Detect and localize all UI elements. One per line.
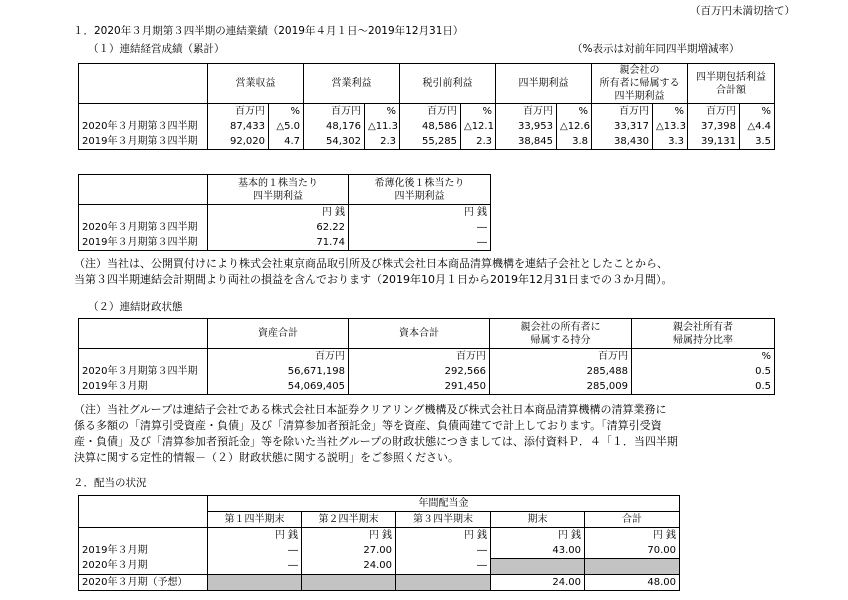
financial-unit-blank [79, 349, 208, 365]
unit-cell: 円 銭 [349, 205, 491, 221]
header-owners-equity: 親会社の所有者に 帰属する持分 [490, 319, 632, 349]
value-cell: 55,285 [400, 134, 461, 150]
row-label: 2019年３月期第３四半期 [79, 134, 208, 150]
sub1-title: （１）連結経営成績（累計） [88, 43, 225, 55]
section2-title: ２．配当の状況 [73, 477, 147, 489]
value-cell: ― [396, 543, 491, 559]
value-cell: 27.00 [302, 543, 396, 559]
unit-cell: 円 銭 [208, 528, 302, 544]
value-cell: ― [208, 559, 302, 575]
value-cell: 48,176 [304, 119, 365, 134]
value-cell: 2.3 [461, 134, 496, 150]
unit-cell: 百万円 [349, 349, 490, 365]
unit-cell: % [461, 104, 496, 120]
results-unit-blank [79, 104, 208, 120]
unit-cell: 百万円 [592, 104, 653, 120]
dividend-row-spacer [680, 575, 775, 591]
value-cell: △4.4 [740, 119, 775, 134]
value-cell: 24.00 [302, 559, 396, 575]
dividend-subheader-blank [79, 512, 208, 528]
value-cell: 33,317 [592, 119, 653, 134]
dividend-subheader-spacer [680, 512, 775, 528]
value-cell: 39,131 [688, 134, 740, 150]
table-row [79, 379, 775, 395]
value-cell: 3.3 [653, 134, 688, 150]
row-label: 2020年３月期（予想） [79, 575, 208, 591]
note1: （注）当社は、公開買付けにより株式会社東京商品取引所及び株式会社日本商品清算機構を連結子会社としたことから、 当第３四半期連結会計期間より両社の損益を含んでおります（2019年10月１日から2019年12月31日までの３か月間）。 [74, 257, 673, 286]
header-owners-income: 親会社の 所有者に帰属する 四半期利益 [592, 64, 688, 104]
row-label: 2019年３月期第３四半期 [79, 235, 208, 251]
eps-header-blank [79, 175, 208, 205]
value-cell: 4.7 [269, 134, 304, 150]
header-q3-end: 第３四半期末 [396, 512, 491, 528]
value-cell: 291,450 [349, 379, 490, 395]
sub1-note: （%表示は対前年同四半期増減率） [572, 43, 740, 55]
row-label: 2020年３月期第３四半期 [79, 220, 208, 235]
value-cell: 24.00 [491, 575, 585, 591]
eps-table [78, 174, 491, 251]
dividend-row-spacer [680, 559, 775, 575]
dividend-unit-blank [79, 528, 208, 544]
value-cell: 38,430 [592, 134, 653, 150]
value-cell: △13.3 [653, 119, 688, 134]
header-total-equity: 資本合計 [349, 319, 490, 349]
shaded-cell [396, 575, 491, 591]
value-cell: 92,020 [208, 134, 269, 150]
unit-cell: % [632, 349, 775, 365]
header-operating-income: 営業利益 [304, 64, 400, 104]
value-cell: △5.0 [269, 119, 304, 134]
header-total: 合計 [585, 512, 680, 528]
table-row [79, 220, 491, 235]
shaded-cell [585, 559, 680, 575]
value-cell: ― [349, 235, 491, 251]
value-cell: 2.3 [365, 134, 400, 150]
shaded-cell [302, 575, 396, 591]
results-table [78, 63, 775, 150]
dividend-unit-spacer [680, 528, 775, 544]
header-basic-eps: 基本的１株当たり 四半期利益 [208, 175, 349, 205]
table-row [79, 575, 775, 591]
header-year-end: 期末 [491, 512, 585, 528]
value-cell: ― [208, 543, 302, 559]
dividend-header-blank [79, 496, 208, 512]
section1-title: １．2020年３月期第３四半期の連結業績（2019年４月１日～2019年12月31日） [73, 25, 464, 37]
value-cell: △12.1 [461, 119, 496, 134]
value-cell: 3.5 [740, 134, 775, 150]
row-label: 2020年３月期第３四半期 [79, 364, 208, 379]
value-cell: 71.74 [208, 235, 349, 251]
value-cell: 54,302 [304, 134, 365, 150]
header-q1-end: 第１四半期末 [208, 512, 302, 528]
shaded-cell [491, 559, 585, 575]
unit-cell: 円 銭 [302, 528, 396, 544]
header-quarterly-income: 四半期利益 [496, 64, 592, 104]
unit-cell: % [653, 104, 688, 120]
table-row [79, 134, 775, 150]
financial-table [78, 318, 775, 395]
value-cell: 62.22 [208, 220, 349, 235]
unit-cell: 百万円 [304, 104, 365, 120]
results-header-blank [79, 64, 208, 104]
unit-cell: 百万円 [208, 104, 269, 120]
value-cell: 56,671,198 [208, 364, 349, 379]
value-cell: 70.00 [585, 543, 680, 559]
value-cell: 54,069,405 [208, 379, 349, 395]
value-cell: 33,953 [496, 119, 557, 134]
unit-cell: 百万円 [490, 349, 632, 365]
header-diluted-eps: 希薄化後１株当たり 四半期利益 [349, 175, 491, 205]
unit-cell: 百万円 [400, 104, 461, 120]
value-cell: △12.6 [557, 119, 592, 134]
unit-cell: 百万円 [496, 104, 557, 120]
value-cell: 48,586 [400, 119, 461, 134]
shaded-cell [208, 575, 302, 591]
note2: （注）当社グループは連結子会社である株式会社日本証券クリアリング機構及び株式会社日本商品清算機構の清算業務に 係る多額の「清算引受資産・負債」及び「清算参加者預託金」等を資産、負債両建てで計上しております。「清算引受資 産・負債」及び「清算参加者預託金」等を除いた当社グループの財政状態につきましては、添付資料Ｐ．４「１．当四半期 決算に関する定性的情報－（２）財政状態に関する説明」をご参照ください。 [74, 403, 678, 464]
unit-note: （百万円未満切捨て） [690, 5, 795, 17]
unit-cell: 百万円 [688, 104, 740, 120]
table-row [79, 235, 491, 251]
value-cell: △11.3 [365, 119, 400, 134]
dividend-table [78, 495, 775, 591]
row-label: 2019年３月期 [79, 379, 208, 395]
financial-header-blank [79, 319, 208, 349]
header-operating-revenue: 営業収益 [208, 64, 304, 104]
value-cell: 87,433 [208, 119, 269, 134]
value-cell: 48.00 [585, 575, 680, 591]
row-label: 2020年３月期第３四半期 [79, 119, 208, 134]
row-label: 2019年３月期 [79, 543, 208, 559]
eps-unit-blank [79, 205, 208, 221]
value-cell: 292,566 [349, 364, 490, 379]
unit-cell: 百万円 [208, 349, 349, 365]
table-row [79, 559, 775, 575]
header-comprehensive-income: 四半期包括利益 合計額 [688, 64, 775, 104]
unit-cell: % [365, 104, 400, 120]
header-q2-end: 第２四半期末 [302, 512, 396, 528]
value-cell: 0.5 [632, 364, 775, 379]
value-cell: ― [396, 559, 491, 575]
sub2-title: （２）連結財政状態 [88, 301, 183, 313]
table-row [79, 543, 775, 559]
value-cell: 38,845 [496, 134, 557, 150]
unit-cell: 円 銭 [396, 528, 491, 544]
unit-cell: 円 銭 [208, 205, 349, 221]
value-cell: 3.8 [557, 134, 592, 150]
value-cell: 37,398 [688, 119, 740, 134]
value-cell: 285,009 [490, 379, 632, 395]
header-income-before-tax: 税引前利益 [400, 64, 496, 104]
dividend-row-spacer [680, 543, 775, 559]
row-label: 2020年３月期 [79, 559, 208, 575]
value-cell: 285,488 [490, 364, 632, 379]
table-row [79, 364, 775, 379]
unit-cell: % [269, 104, 304, 120]
dividend-header-spacer [680, 496, 775, 512]
unit-cell: % [557, 104, 592, 120]
header-annual-dividend: 年間配当金 [208, 496, 680, 512]
value-cell: 43.00 [491, 543, 585, 559]
value-cell: ― [349, 220, 491, 235]
header-total-assets: 資産合計 [208, 319, 349, 349]
unit-cell: 円 銭 [585, 528, 680, 544]
unit-cell: 円 銭 [491, 528, 585, 544]
value-cell: 0.5 [632, 379, 775, 395]
header-equity-ratio: 親会社所有者 帰属持分比率 [632, 319, 775, 349]
table-row [79, 119, 775, 134]
unit-cell: % [740, 104, 775, 120]
